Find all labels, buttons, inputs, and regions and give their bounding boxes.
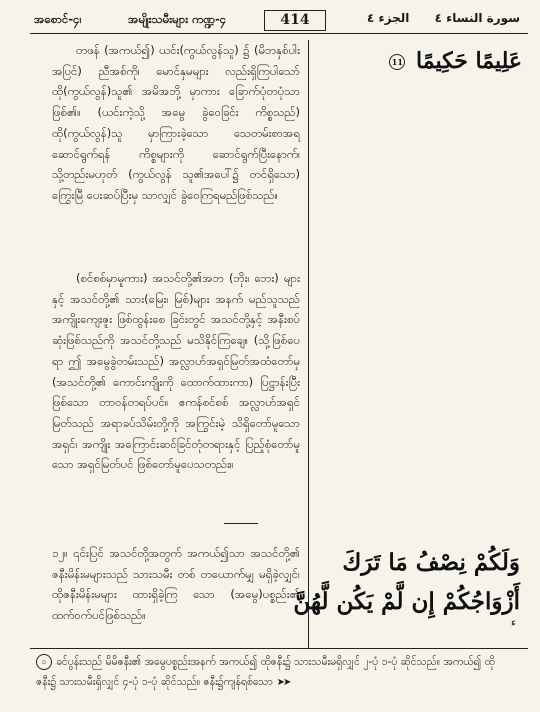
volume-label: အစောင်-၄၊ (34, 12, 82, 26)
surah-label: سورة النساء ٤ (434, 11, 520, 25)
arabic-verse-line-1: وَلَكُمْ نِصْفُ مَا تَرَكَ (342, 549, 520, 576)
body-paragraph-3: ၁၂။ ၎င်းပြင် အသင်တို့အတွက် အကယ်၍သာ အသင်တို့၏ ဇနီးမိန်းမများသည် သားသမီး တစ် တယောက်မျှ မရှိခဲ့လျှင်၊ ထိုဇနီးမိန်းမများ ထားရှိခဲ့ကြ သော (အမွေ)ပစ္စည်း၏ ထက်ဝက်ပင်ဖြစ်သည်။ (52, 546, 300, 623)
verse-end-mark: ء (510, 616, 516, 629)
arabic-verse-line-2: أَزْوَاجُكُمْ إِن لَّمْ يَكُن لَّهُنَّ (293, 588, 520, 615)
body-paragraph-2: (စင်စစ်မှာမူကား) အသင်တို့၏အဘ (ဘိုး၊ ဘေး) များနှင့် အသင်တို့၏ သား(မြေး၊ မြစ်)များ အနက် မည်သူသည် အကျိုးကျေးဇူး ဖြစ်ထွန်းစေ ခြင်းတွင် အသင်တို့နှင့် အနီးစပ်ဆုံးဖြစ်သည်ကို အသင်တို့သည် မသိနိုင်ကြချေ။ (သို့ဖြစ်ပေရာ ဤ အမွေခွဲတမ်းသည်) အလ္လာဟ်အရှင်မြတ်အထံတော်မှ (အသင်တို့၏ ကောင်းကျိုးကို ထောက်ထားကာ) ပြဋ္ဌာန်းပြီးဖြစ်သော တာဝန်တရပ်ပင်။ ဧကန်စင်စစ် အလ္လာဟ်အရှင်မြတ်သည် အရာခပ်သိမ်းတို့ကို အကြွင်းမဲ့ သိရှိတော်မူသော အရှင်၊ အကျိုး အကြောင်းဆင်ခြင်တုံတရားနှင့် ပြည့်စုံတော်မူသော အရှင်မြတ်ပင် ဖြစ်တော်မူပေသတည်း။ (52, 271, 300, 472)
header-rule (30, 33, 528, 34)
paragraph-separator (224, 523, 258, 524)
section-label: အမျိုးသမီးများ ကဏ္ဍ-၄ (128, 12, 227, 26)
page-number: 414 (264, 10, 326, 31)
footnote (36, 652, 502, 693)
continue-arrow-icon: ➤➤ (276, 677, 290, 688)
arabic-verse-top (389, 48, 522, 74)
body-paragraph-1: တဖန် (အကယ်၍) ယင်း(ကွယ်လွန်သူ) ၌ (မိဘနှစ်ပါးအပြင်) ညီအစ်ကို၊ မောင်နှမများ လည်းရှိကြပါသော် ထို(ကွယ်လွန်)သူ၏ အမိအဘို့ မှာကား ခြောက်ပုံတပုံသာ ဖြစ်၏။ (ယင်းကဲ့သို့ အမွေ ခွဲဝေခြင်း ကိစ္စသည်) ထို(ကွယ်လွန်)သူ မှာကြားခဲ့သော သေတမ်းစာအရ ဆောင်ရွက်ရန် ကိစ္စများကို ဆောင်ရွက်ပြီးနောက်၊ သို့တည်းမဟုတ် (ကွယ်လွန် သူ၏အပေါ်၌ တင်ရှိသော) ကြွေးမြီ ပေးဆပ်ပြီးမှ သာလျှင် ခွဲဝေကြရမည်ဖြစ်သည်။ (52, 43, 300, 202)
juz-label: الجزء ٤ (367, 11, 410, 25)
arabic-verse-top-text: عَلِيمًا حَكِيمًا (416, 48, 522, 74)
page-header (30, 10, 528, 32)
footnote-marker: ၁ (36, 654, 52, 670)
column-divider (308, 40, 309, 648)
footnote-rule (30, 648, 528, 649)
footnote-text: ခင်ပွန်းသည် မိမိဇနီး၏ အမွေပစ္စည်းအနက် အကယ်၍ ထိုဇနီး၌ သားသမီးမရှိလျှင် ၂-ပုံ ၁-ပုံ ဆိုင်သည်။ အကယ်၍ ထိုဇနီး၌ သားသမီးရှိလျှင် ၄-ပုံ ၁-ပုံ ဆိုင်သည်။ ဇနီး၌ကျန်ရစ်သော (36, 656, 495, 688)
ayah-number-badge: 11 (389, 54, 405, 70)
